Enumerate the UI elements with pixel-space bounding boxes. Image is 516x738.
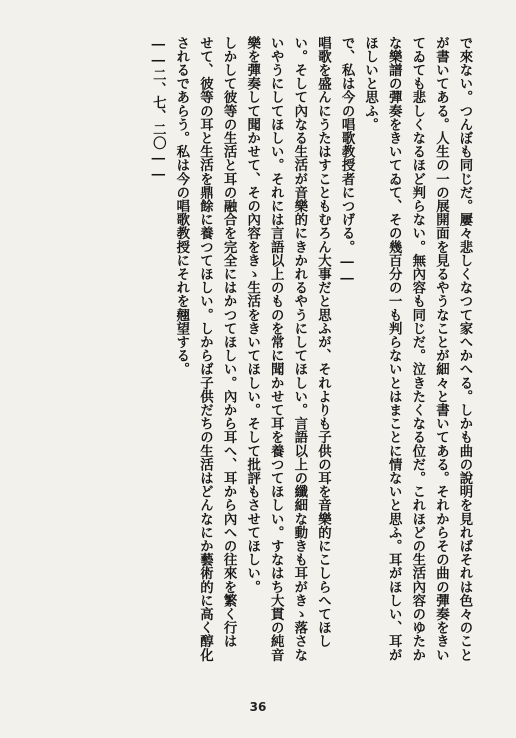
- text-line: 樂を彈奏して聞かせて、その內容をきゝ生活をきいてほしい。そして批評もさせてほしい。: [244, 36, 261, 594]
- text-line: い。そして內なる生活が音樂的にきかれるやうにしてほしい。言語以上の纖細な動きも耳がきゝ落さな: [291, 36, 308, 662]
- text-line: な樂譜の彈奏をきいてゐて、その幾百分の一も判らないとはまことに情ないと思ふ。耳がほしい、耳が: [386, 36, 403, 662]
- text-line: 唱歌を盛んにうたはすこともむろん大事だと思ふが、それよりも子供の耳を音樂的にこしらへてほし: [315, 36, 332, 648]
- text-line: ほしいと思ふ。: [362, 36, 379, 132]
- text-line: しかして彼等の生活と耳の融合を完全にはかつてほしい。內から耳へ、耳から內への往來を繁く行は: [221, 36, 238, 648]
- text-line: されるであらう。私は今の唱歌教授にそれを翹望する。: [173, 36, 190, 376]
- vertical-text-body: [44, 36, 476, 676]
- page-number: 36: [249, 700, 267, 714]
- date-line: ――二、七、二〇――: [150, 36, 167, 183]
- text-line: てゐても悲しくなるほど判らない。無內容も同じだ。泣きたくなる位だ。これほどの生活內容のゆたか: [409, 36, 426, 662]
- text-line: が書いてある。人生の一の展開面を見るやうなことが細々と書いてある。それからその曲の彈奏をきい: [433, 36, 450, 662]
- text-line: で來ない。つんぼも同じだ。屢々悲しくなつて家へかへる。しかも曲の說明を見ればそれは色々のこと: [457, 36, 473, 662]
- text-line: で、私は今の唱歌教授者につげる。――: [339, 36, 356, 286]
- text-line: いやうにしてほしい。それには言語以上のものを常に聞かせて耳を養つてほしい。すなはち大貫の純音: [268, 36, 285, 662]
- text-line: せて、彼等の耳と生活を鼎餘に養つてほしい。しからば子供だちの生活はどんなにか藝術的に高く醇化: [197, 36, 214, 662]
